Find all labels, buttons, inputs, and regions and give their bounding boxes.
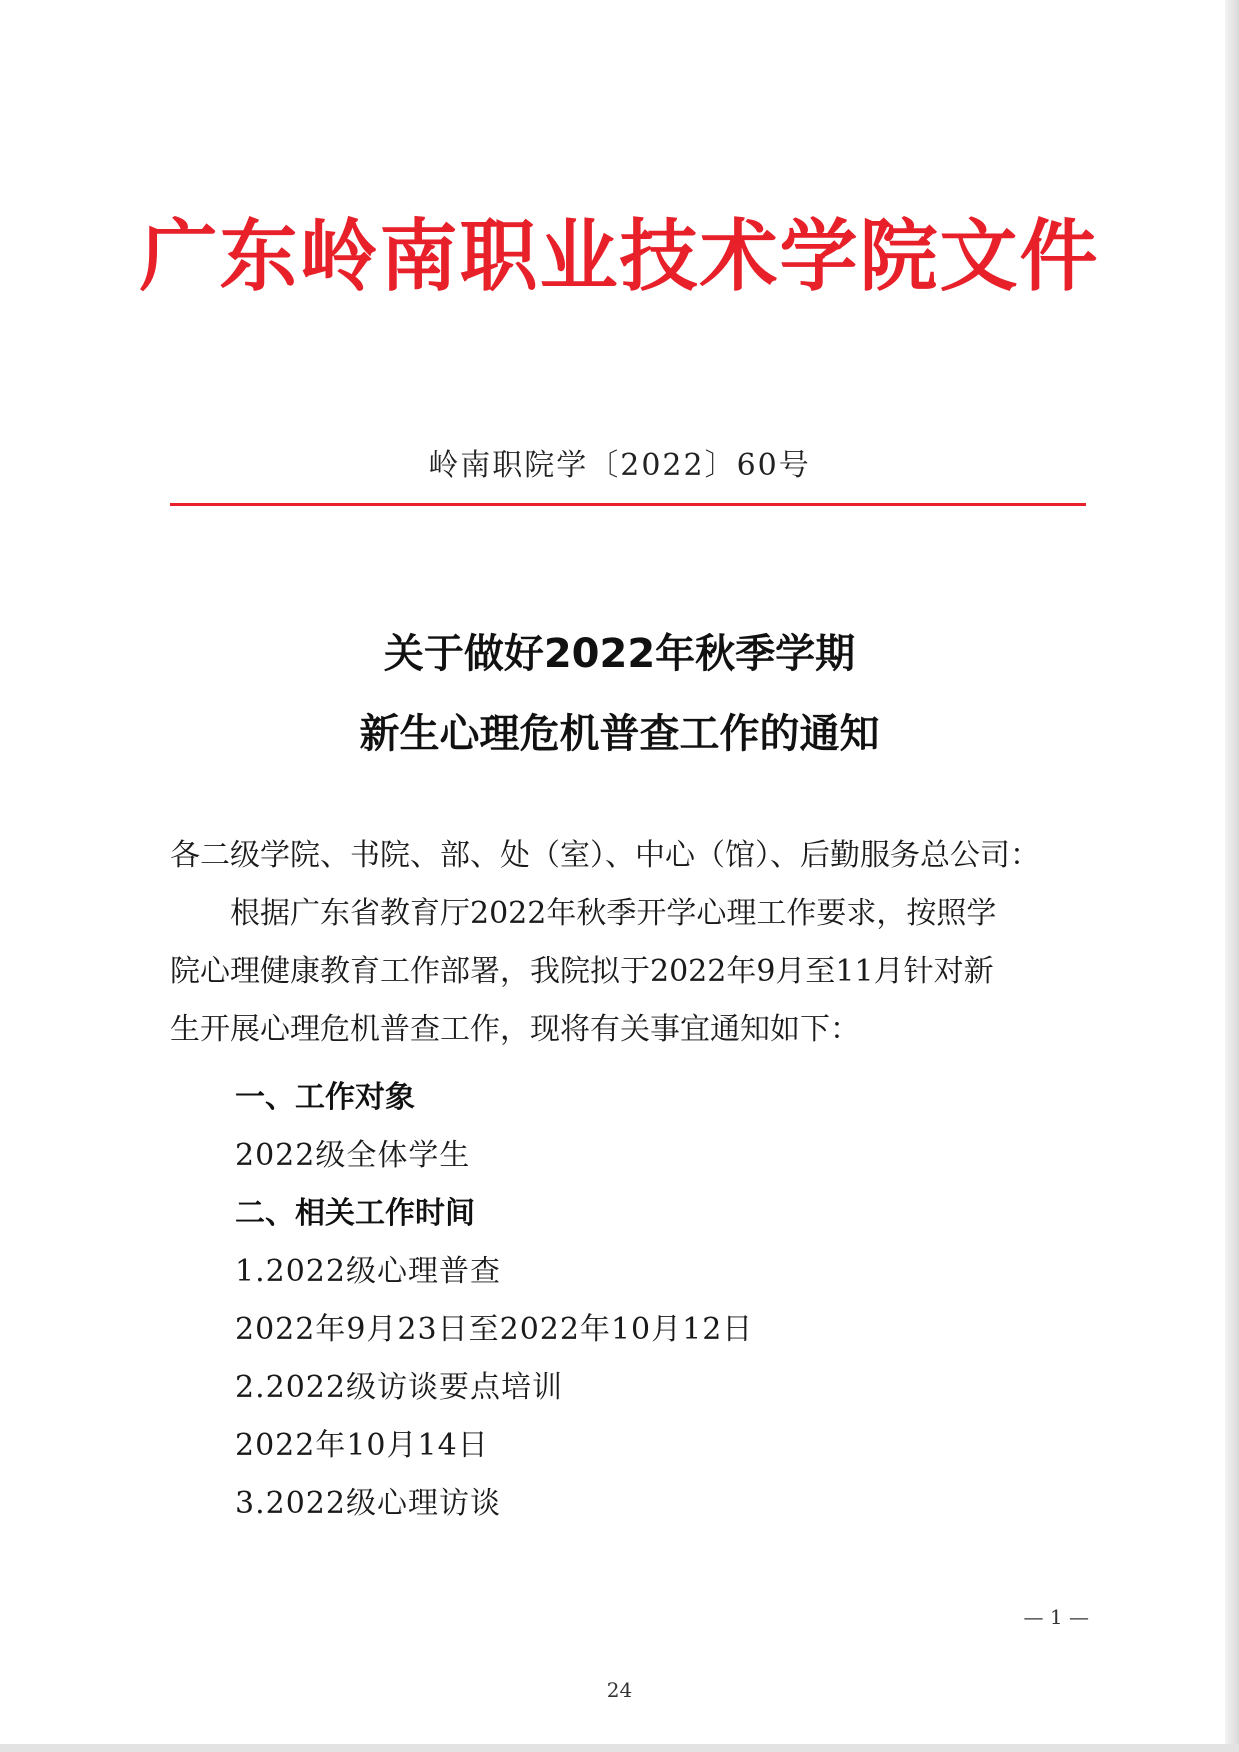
addressee: 各二级学院、书院、部、处（室）、中心（馆）、后勤服务总公司： (170, 838, 1040, 873)
list-item: 1.2022级心理普查 (235, 1254, 501, 1289)
list-item: 2022年10月14日 (235, 1428, 489, 1463)
red-divider-line (170, 503, 1086, 506)
document-number: 岭南职院学〔2022〕60号 (428, 448, 811, 483)
list-item: 2.2022级访谈要点培训 (235, 1370, 563, 1405)
document-masthead: 广东岭南职业技术学院文件 (139, 212, 1100, 302)
scan-edge-bottom (0, 1744, 1239, 1752)
scan-page-number: 24 (606, 1678, 633, 1702)
intro-line-3: 生开展心理危机普查工作，现将有关事宜通知如下： (170, 1012, 860, 1047)
section-heading-work-time: 二、相关工作时间 (235, 1196, 475, 1231)
intro-line-2: 院心理健康教育工作部署，我院拟于2022年9月至11月针对新 (170, 954, 994, 989)
document-title-line-2: 新生心理危机普查工作的通知 (359, 711, 880, 757)
section-content-work-target: 2022级全体学生 (235, 1138, 471, 1173)
page-footer-number: — 1 — (1023, 1605, 1089, 1629)
document-title-line-1: 关于做好2022年秋季学期 (383, 631, 856, 677)
intro-line-1: 根据广东省教育厅2022年秋季开学心理工作要求，按照学 (170, 896, 997, 931)
list-item: 3.2022级心理访谈 (235, 1486, 501, 1521)
section-heading-work-target: 一、工作对象 (235, 1080, 415, 1115)
list-item: 2022年9月23日至2022年10月12日 (235, 1312, 754, 1347)
